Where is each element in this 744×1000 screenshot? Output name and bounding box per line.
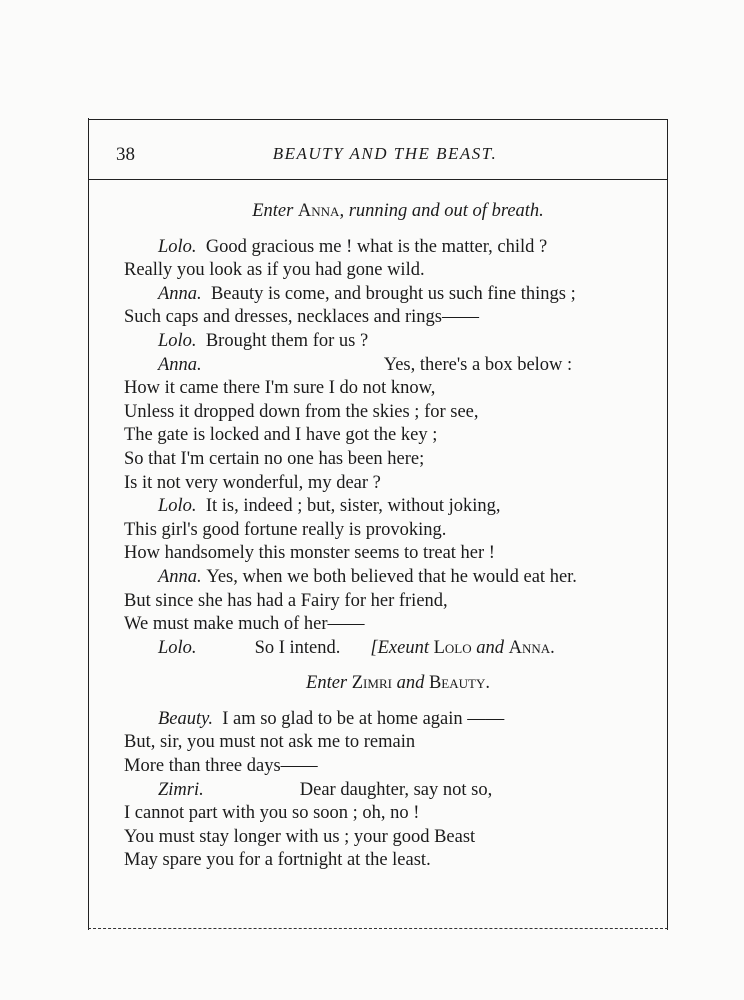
- speaker: Lolo.: [158, 330, 197, 351]
- verse-text: Yes, when we both believed that he would eat her.: [206, 566, 577, 587]
- speaker: Anna.: [158, 283, 202, 304]
- verse-line: But, sir, you must not ask me to remain: [124, 732, 416, 753]
- verse-line: How it came there I'm sure I do not know,: [124, 378, 436, 399]
- page-number: 38: [116, 144, 135, 165]
- stage-word: [Exeunt: [370, 637, 429, 658]
- verse-line: You must stay longer with us ; your good Beast: [124, 826, 476, 847]
- verse-text: It is, indeed ; but, sister, without joking,: [205, 496, 501, 517]
- stage-text: , running and out of breath.: [339, 201, 544, 221]
- stage-direction-enter-zimri: [124, 672, 644, 696]
- speaker: Anna.: [158, 354, 202, 375]
- verse-line: More than three days——: [124, 756, 318, 777]
- header-rule: [88, 179, 668, 180]
- play-text: [124, 200, 644, 873]
- verse-line: [124, 495, 644, 519]
- stage-direction-enter-anna: [124, 200, 644, 224]
- speaker: Zimri.: [158, 779, 204, 800]
- verse-line: The gate is locked and I have got the key ;: [124, 425, 438, 446]
- verse-line: [124, 354, 644, 378]
- verse-text: Beauty is come, and brought us such fine things ;: [210, 283, 576, 304]
- running-head: BEAUTY AND THE BEAST.: [272, 144, 498, 163]
- verse-line: [124, 236, 644, 260]
- character-name: Zimri: [351, 673, 392, 694]
- verse-line: But since she has had a Fairy for her friend,: [124, 590, 448, 611]
- stage-word: Enter: [306, 673, 348, 694]
- frame-left-rule: [88, 118, 89, 930]
- stage-word: and: [476, 637, 504, 658]
- verse-text: I am so glad to be at home again ——: [222, 708, 505, 729]
- character-name: Lolo: [433, 637, 472, 658]
- frame-top-rule: [88, 119, 668, 120]
- stage-word: Enter: [252, 201, 294, 221]
- verse-line: So that I'm certain no one has been here;: [124, 448, 425, 469]
- verse-line: [124, 283, 644, 307]
- speaker: Anna.: [158, 566, 202, 587]
- verse-line: We must make much of her——: [124, 614, 365, 635]
- frame-right-rule: [667, 120, 668, 930]
- verse-line: [124, 708, 644, 732]
- verse-line-exit: [124, 637, 644, 661]
- verse-line: [124, 566, 644, 590]
- speaker: Lolo.: [158, 236, 197, 257]
- verse-text: So I intend.: [254, 637, 341, 658]
- character-name: Anna: [297, 201, 340, 221]
- verse-line: How handsomely this monster seems to treat her !: [124, 543, 495, 564]
- verse-line: Such caps and dresses, necklaces and rings——: [124, 307, 479, 328]
- speaker: Beauty.: [158, 708, 213, 729]
- character-name: Beauty.: [428, 673, 490, 694]
- verse-line: This girl's good fortune really is provoking.: [124, 519, 447, 540]
- verse-line: I cannot part with you so soon ; oh, no !: [124, 803, 420, 824]
- character-name: Anna.: [508, 637, 555, 658]
- verse-line: Is it not very wonderful, my dear ?: [124, 472, 381, 493]
- speaker: Lolo.: [158, 637, 197, 658]
- stage-word: and: [396, 673, 425, 694]
- verse-line: Unless it dropped down from the skies ; for see,: [124, 401, 479, 422]
- verse-line: [124, 779, 644, 803]
- verse-text: Brought them for us ?: [205, 330, 369, 351]
- frame-bottom-rule: [88, 928, 668, 929]
- verse-text: Good gracious me ! what is the matter, child ?: [205, 236, 548, 257]
- verse-line: May spare you for a fortnight at the least.: [124, 850, 431, 871]
- verse-text: Dear daughter, say not so,: [299, 779, 493, 800]
- verse-line: Really you look as if you had gone wild.: [124, 260, 425, 281]
- speaker: Lolo.: [158, 496, 197, 517]
- verse-text: Yes, there's a box below :: [383, 354, 573, 375]
- verse-line: [124, 330, 644, 354]
